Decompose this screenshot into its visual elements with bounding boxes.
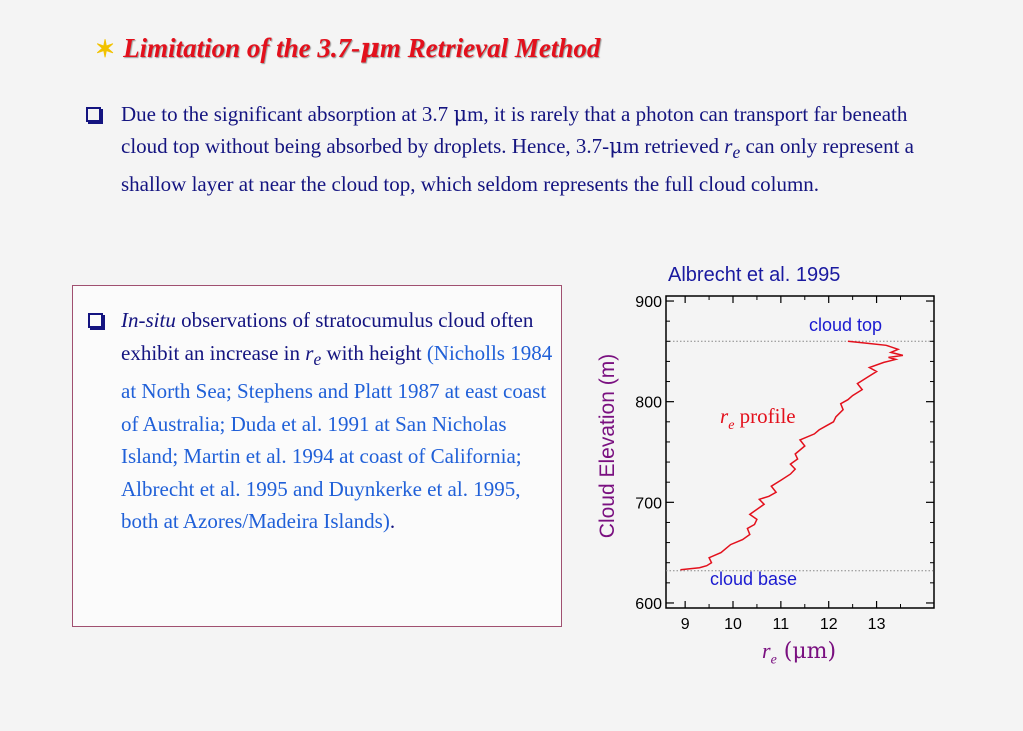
x-axis-label-e: e — [770, 652, 777, 668]
profile-label — [720, 404, 796, 433]
profile-label-e: e — [728, 418, 735, 433]
cloud-top-label: cloud top — [809, 315, 883, 335]
re-subscript: e — [732, 142, 741, 163]
title-part2: m Retrieval Method — [379, 33, 601, 63]
references: (Nicholls 1984 at North Sea; Stephens and Platt 1987 at east coast of Australia; Duda et al. 1991 at San Nicholas Island; Martin et al. 1994 at coast of California; Albrecht et al. 1995 and Duynkerke et al. 1995, both at Azores/Madeira Islands) — [121, 340, 553, 534]
mu-symbol: μ — [453, 102, 468, 126]
text-run: Due to the significant absorption at 3.7 — [121, 102, 454, 126]
text-run: can only represent a shallow layer at near the cloud top, which seldom represents the full cloud column. — [121, 134, 914, 197]
mu-symbol: μ — [609, 134, 623, 158]
text-run: observations of stratocumulus cloud often exhibit an increase in — [121, 308, 534, 365]
re-symbol: r — [724, 134, 733, 158]
re-subscript: e — [313, 348, 322, 369]
insitu-word: In-situ — [121, 308, 176, 332]
chart-title: Albrecht et al. 1995 — [668, 264, 841, 286]
text-run: . — [389, 509, 396, 534]
profile-label-rest: profile — [734, 404, 796, 428]
x-tick-label: 10 — [724, 616, 742, 633]
x-axis-label-unit: (μm) — [776, 639, 837, 664]
y-tick-label: 700 — [635, 495, 662, 513]
y-tick-label: 800 — [635, 394, 662, 412]
x-axis-label-r: r — [762, 638, 771, 663]
text-run: m retrieved — [622, 134, 725, 158]
x-tick-label: 13 — [867, 616, 886, 633]
plot-frame — [666, 296, 934, 608]
x-tick-label: 12 — [819, 616, 838, 633]
y-tick-label: 900 — [635, 294, 662, 312]
x-tick-label: 9 — [680, 616, 690, 633]
x-tick-label: 11 — [772, 616, 790, 633]
re-symbol: r — [305, 340, 314, 365]
text-run: with height — [321, 340, 427, 365]
title-part1: Limitation of the 3.7- — [123, 33, 361, 63]
re-profile-series — [680, 341, 903, 570]
text-run: m, it is rarely that a photon can transport far beneath cloud top without being absorbed by droplets. Hence, 3.7- — [121, 102, 908, 158]
y-axis-label: Cloud Elevation (m) — [596, 353, 619, 539]
y-tick-label: 600 — [635, 595, 662, 613]
star-icon: ✶ — [95, 37, 116, 63]
profile-label-r: r — [720, 404, 729, 428]
title-mu: μ — [360, 33, 380, 64]
cloud-base-label: cloud base — [710, 569, 798, 589]
